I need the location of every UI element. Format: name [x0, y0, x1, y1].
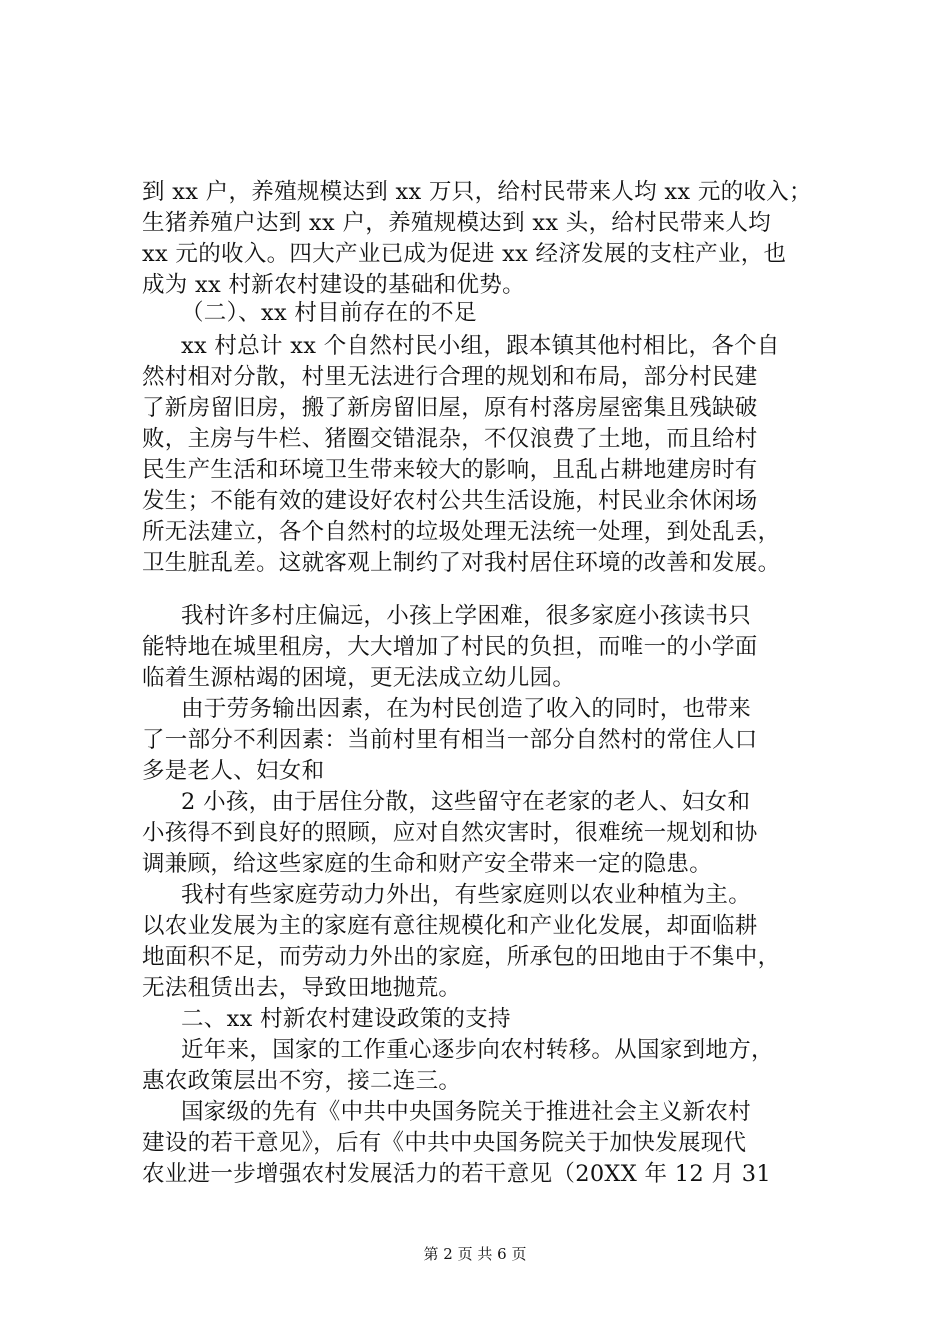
body-text-line: 我村许多村庄偏远，小孩上学困难，很多家庭小孩读书只	[181, 603, 752, 629]
body-text-line: 民生产生活和环境卫生带来较大的影响，且乱占耕地建房时有	[142, 457, 758, 483]
body-text-line: 生猪养殖户达到 xx 户，养殖规模达到 xx 头，给村民带来人均	[142, 210, 771, 236]
body-text-line: 2 小孩，由于居住分散，这些留守在老家的老人、妇女和	[181, 789, 751, 815]
body-text-line: 农业进一步增强农村发展活力的若干意见（20XX 年 12 月 31	[142, 1161, 771, 1187]
body-text-line: 了一部分不利因素：当前村里有相当一部分自然村的常住人口	[142, 727, 758, 753]
body-text-line: 败，主房与牛栏、猪圈交错混杂，不仅浪费了土地，而且给村	[142, 426, 758, 452]
body-text-line: 多是老人、妇女和	[142, 758, 325, 784]
section-heading: （二）、xx 村目前存在的不足	[181, 300, 477, 326]
body-text-line: 近年来，国家的工作重心逐步向农村转移。从国家到地方，	[181, 1037, 774, 1063]
body-text-line: xx 村总计 xx 个自然村民小组，跟本镇其他村相比，各个自	[181, 333, 780, 359]
body-text-line: 所无法建立，各个自然村的垃圾处理无法统一处理，到处乱丢，	[142, 519, 781, 545]
body-text-line: 临着生源枯竭的困境，更无法成立幼儿园。	[142, 665, 576, 691]
body-text-line: 调兼顾，给这些家庭的生命和财产安全带来一定的隐患。	[142, 851, 713, 877]
section-heading: 二、xx 村新农村建设政策的支持	[181, 1006, 511, 1032]
body-text-line: 惠农政策层出不穷，接二连三。	[142, 1068, 462, 1094]
body-text-line: 到 xx 户，养殖规模达到 xx 万只，给村民带来人均 xx 元的收入；	[142, 179, 812, 205]
body-text-line: 卫生脏乱差。这就客观上制约了对我村居住环境的改善和发展。	[142, 550, 781, 576]
body-text-line: 无法租赁出去，导致田地抛荒。	[142, 975, 462, 1001]
body-text-line: 由于劳务输出因素，在为村民创造了收入的同时，也带来	[181, 696, 752, 722]
body-text-line: 我村有些家庭劳动力外出，有些家庭则以农业种植为主。	[181, 882, 752, 908]
body-text-line: 国家级的先有《中共中央国务院关于推进社会主义新农村	[181, 1099, 752, 1125]
body-text-line: 了新房留旧房，搬了新房留旧屋，原有村落房屋密集且残缺破	[142, 395, 758, 421]
body-text-line: 建设的若干意见》，后有《中共中央国务院关于加快发展现代	[142, 1130, 747, 1156]
page-number-footer: 第 2 页 共 6 页	[423, 1245, 527, 1263]
body-text-line: 能特地在城里租房，大大增加了村民的负担，而唯一的小学面	[142, 634, 758, 660]
body-text-line: 成为 xx 村新农村建设的基础和优势。	[142, 272, 525, 298]
body-text-line: 发生；不能有效的建设好农村公共生活设施，村民业余休闲场	[142, 488, 758, 514]
body-text-line: 地面积不足，而劳动力外出的家庭，所承包的田地由于不集中，	[142, 944, 781, 970]
body-text-line: 小孩得不到良好的照顾，应对自然灾害时，很难统一规划和协	[142, 820, 758, 846]
body-text-line: xx 元的收入。四大产业已成为促进 xx 经济发展的支柱产业，也	[142, 241, 787, 267]
body-text-line: 以农业发展为主的家庭有意往规模化和产业化发展，却面临耕	[142, 913, 758, 939]
body-text-line: 然村相对分散，村里无法进行合理的规划和布局，部分村民建	[142, 364, 758, 390]
